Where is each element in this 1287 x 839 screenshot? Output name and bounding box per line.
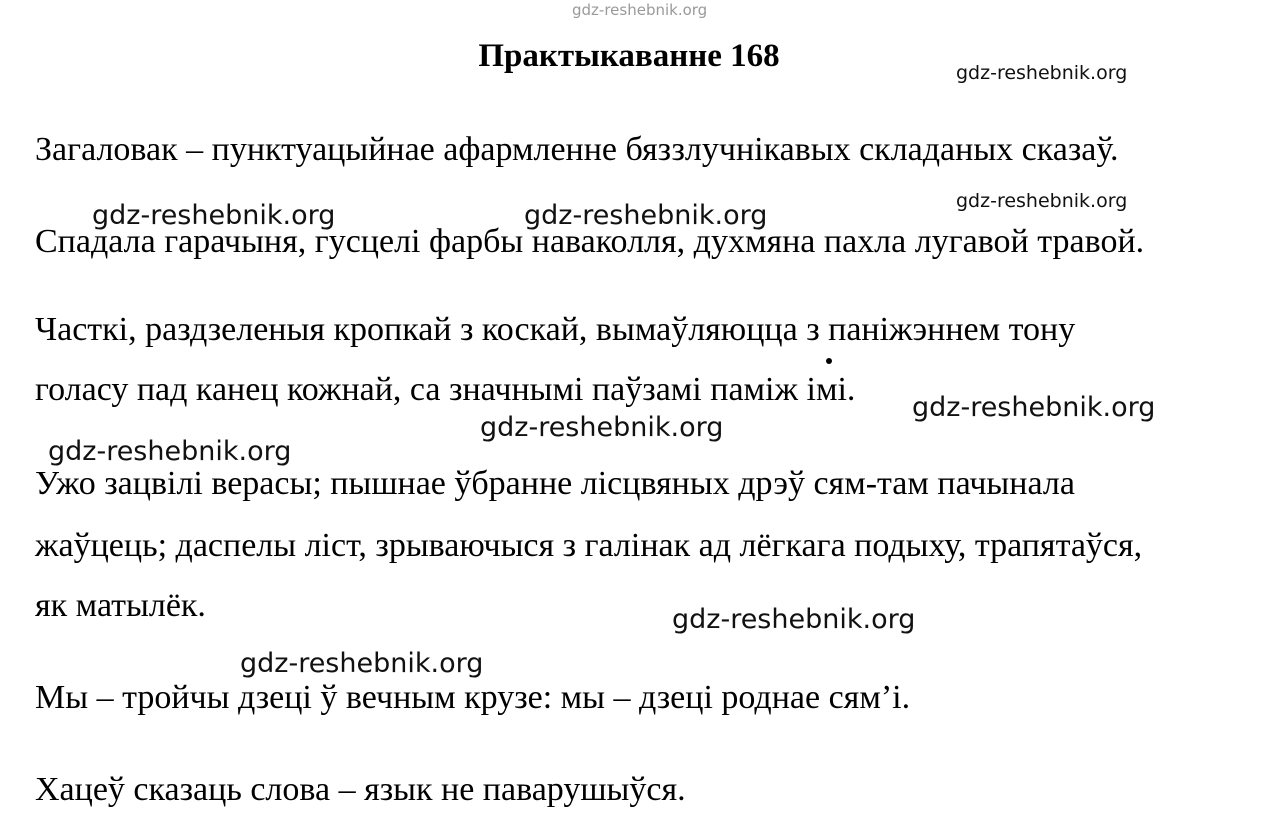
watermark: gdz-reshebnik.org: [48, 436, 292, 467]
watermark: gdz-reshebnik.org: [956, 190, 1128, 212]
sentence-2-line-2: голасу пад канец кожнай, са значнымі паўзамі паміж імі.: [35, 371, 856, 408]
watermark-top: gdz-reshebnik.org: [572, 1, 708, 19]
topic-line: Загаловак – пунктуацыйнае афармленне бяззлучнікавых складаных сказаў.: [35, 131, 1119, 168]
watermark: gdz-reshebnik.org: [672, 604, 916, 635]
sentence-3-line-3: як матылёк.: [35, 587, 206, 624]
sentence-2-line-1: Часткі, раздзеленыя кропкай з коскай, вымаўляюцца з паніжэннем тону: [35, 311, 1076, 348]
sentence-4: Мы – тройчы дзеці ў вечным крузе: мы – дзеці роднае сям’і.: [35, 679, 911, 716]
watermark: gdz-reshebnik.org: [956, 62, 1128, 84]
scan-dot: [826, 358, 832, 364]
exercise-title: Практыкаванне 168: [478, 38, 780, 74]
sentence-1: Спадала гарачыня, гусцелі фарбы наваколля, духмяна пахла лугавой травой.: [35, 223, 1145, 260]
sentence-5: Хацеў сказаць слова – язык не паварушыўся.: [35, 771, 686, 808]
sentence-3-line-1: Ужо зацвілі верасы; пышнае ўбранне лісцвяных дрэў сям-там пачынала: [35, 465, 1075, 502]
sentence-3-line-2: жаўцець; даспелы ліст, зрываючыся з галінак ад лёгкага подыху, трапятаўся,: [35, 527, 1143, 564]
watermark: gdz-reshebnik.org: [912, 392, 1156, 423]
watermark: gdz-reshebnik.org: [240, 648, 484, 679]
watermark: gdz-reshebnik.org: [524, 200, 768, 231]
watermark: gdz-reshebnik.org: [92, 200, 336, 231]
watermark: gdz-reshebnik.org: [480, 412, 724, 443]
